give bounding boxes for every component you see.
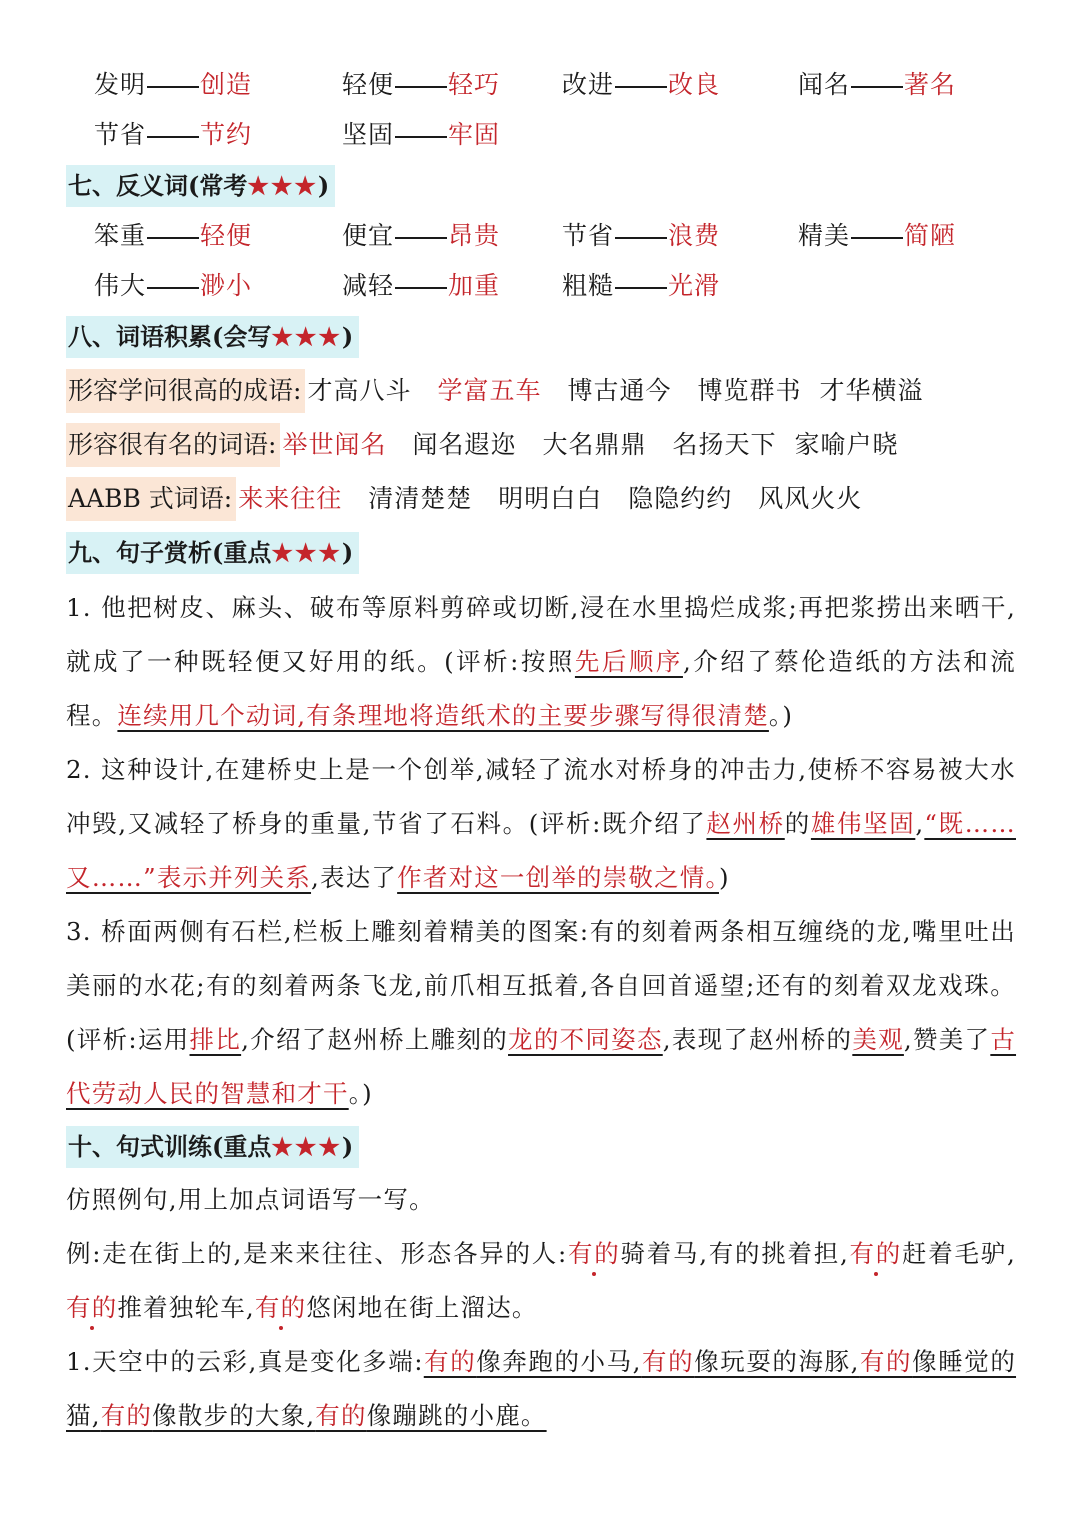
antonym-pair: 精美 简陋 [798, 221, 957, 250]
analysis-heading: 九、句子赏析(重点★★★) [66, 532, 359, 574]
training-instruction: 仿照例句,用上加点词语写一写。 [66, 1185, 435, 1214]
vocab-heading: 八、词语积累(会写★★★) [66, 316, 359, 358]
training-answer: 1.天空中的云彩,真是变化多端:有的像奔跑的小马,有的像玩耍的海豚,有的像睡觉的猫,有的像散步的大象,有的像蹦跳的小鹿。 [66, 1347, 1017, 1430]
analysis-paragraph-1: 1. 他把树皮、麻头、破布等原料剪碎或切断,浸在水里捣烂成浆;再把浆捞出来晒干,就成了一种既轻便又好用的纸。(评析:按照先后顺序,介绍了蔡伦造纸的方法和流程。连续用几个动词,有条理地将造纸术的主要步骤写得很清楚。) [66, 593, 1017, 730]
antonym-row-1 [0, 211, 1080, 261]
vocab-line: 形容学问很高的成语: 才高八斗 学富五车 博古通今 博览群书 才华横溢 [66, 369, 924, 413]
antonym-pair: 笨重 轻便 [94, 221, 253, 250]
synonym-pair: 改进 改良 [562, 70, 721, 99]
antonym-pair: 节省 浪费 [562, 221, 721, 250]
synonym-pair: 节省 节约 [94, 120, 253, 149]
antonym-pair: 粗糙 光滑 [562, 271, 721, 300]
vocab-label: 形容学问很高的成语: [66, 369, 305, 413]
antonym-pair: 伟大 渺小 [94, 271, 253, 300]
vocab-label: AABB 式词语: [66, 477, 236, 521]
vocab-line: 形容很有名的词语: 举世闻名 闻名遐迩 大名鼎鼎 名扬天下 家喻户晓 [66, 423, 899, 467]
antonym-pair: 便宜 昂贵 [342, 221, 501, 250]
analysis-paragraph-3: 3. 桥面两侧有石栏,栏板上雕刻着精美的图案:有的刻着两条相互缠绕的龙,嘴里吐出美丽的水花;有的刻着两条飞龙,前爪相互抵着,各自回首遥望;还有的刻着双龙戏珠。(评析:运用排比,介绍了赵州桥上雕刻的龙的不同姿态,表现了赵州桥的美观,赞美了古代劳动人民的智慧和才干。) [66, 917, 1017, 1108]
synonym-pair: 坚固 牢固 [342, 120, 501, 149]
synonym-pair: 轻便 轻巧 [342, 70, 501, 99]
synonym-row-1 [0, 60, 1080, 110]
analysis-paragraph-2: 2. 这种设计,在建桥史上是一个创举,减轻了流水对桥身的冲击力,使桥不容易被大水冲毁,又减轻了桥身的重量,节省了石料。(评析:既介绍了赵州桥的雄伟坚固,“既……又……”表示并列关系,表达了作者对这一创举的崇敬之情。) [66, 755, 1016, 892]
training-heading: 十、句式训练(重点★★★) [66, 1126, 359, 1168]
antonyms-heading: 七、反义词(常考★★★) [66, 165, 335, 207]
synonym-pair: 发明 创造 [94, 70, 253, 99]
antonym-row-2 [0, 261, 1080, 311]
synonym-row-2 [0, 110, 1080, 160]
synonym-pair: 闻名 著名 [798, 70, 957, 99]
training-example: 例:走在街上的,是来来往往、形态各异的人:有的骑着马,有的挑着担,有的赶着毛驴,有的推着独轮车,有的悠闲地在街上溜达。 [66, 1239, 1017, 1322]
vocab-label: 形容很有名的词语: [66, 423, 280, 467]
vocab-line: AABB 式词语: 来来往往 清清楚楚 明明白白 隐隐约约 风风火火 [66, 477, 862, 521]
antonym-pair: 减轻 加重 [342, 271, 501, 300]
